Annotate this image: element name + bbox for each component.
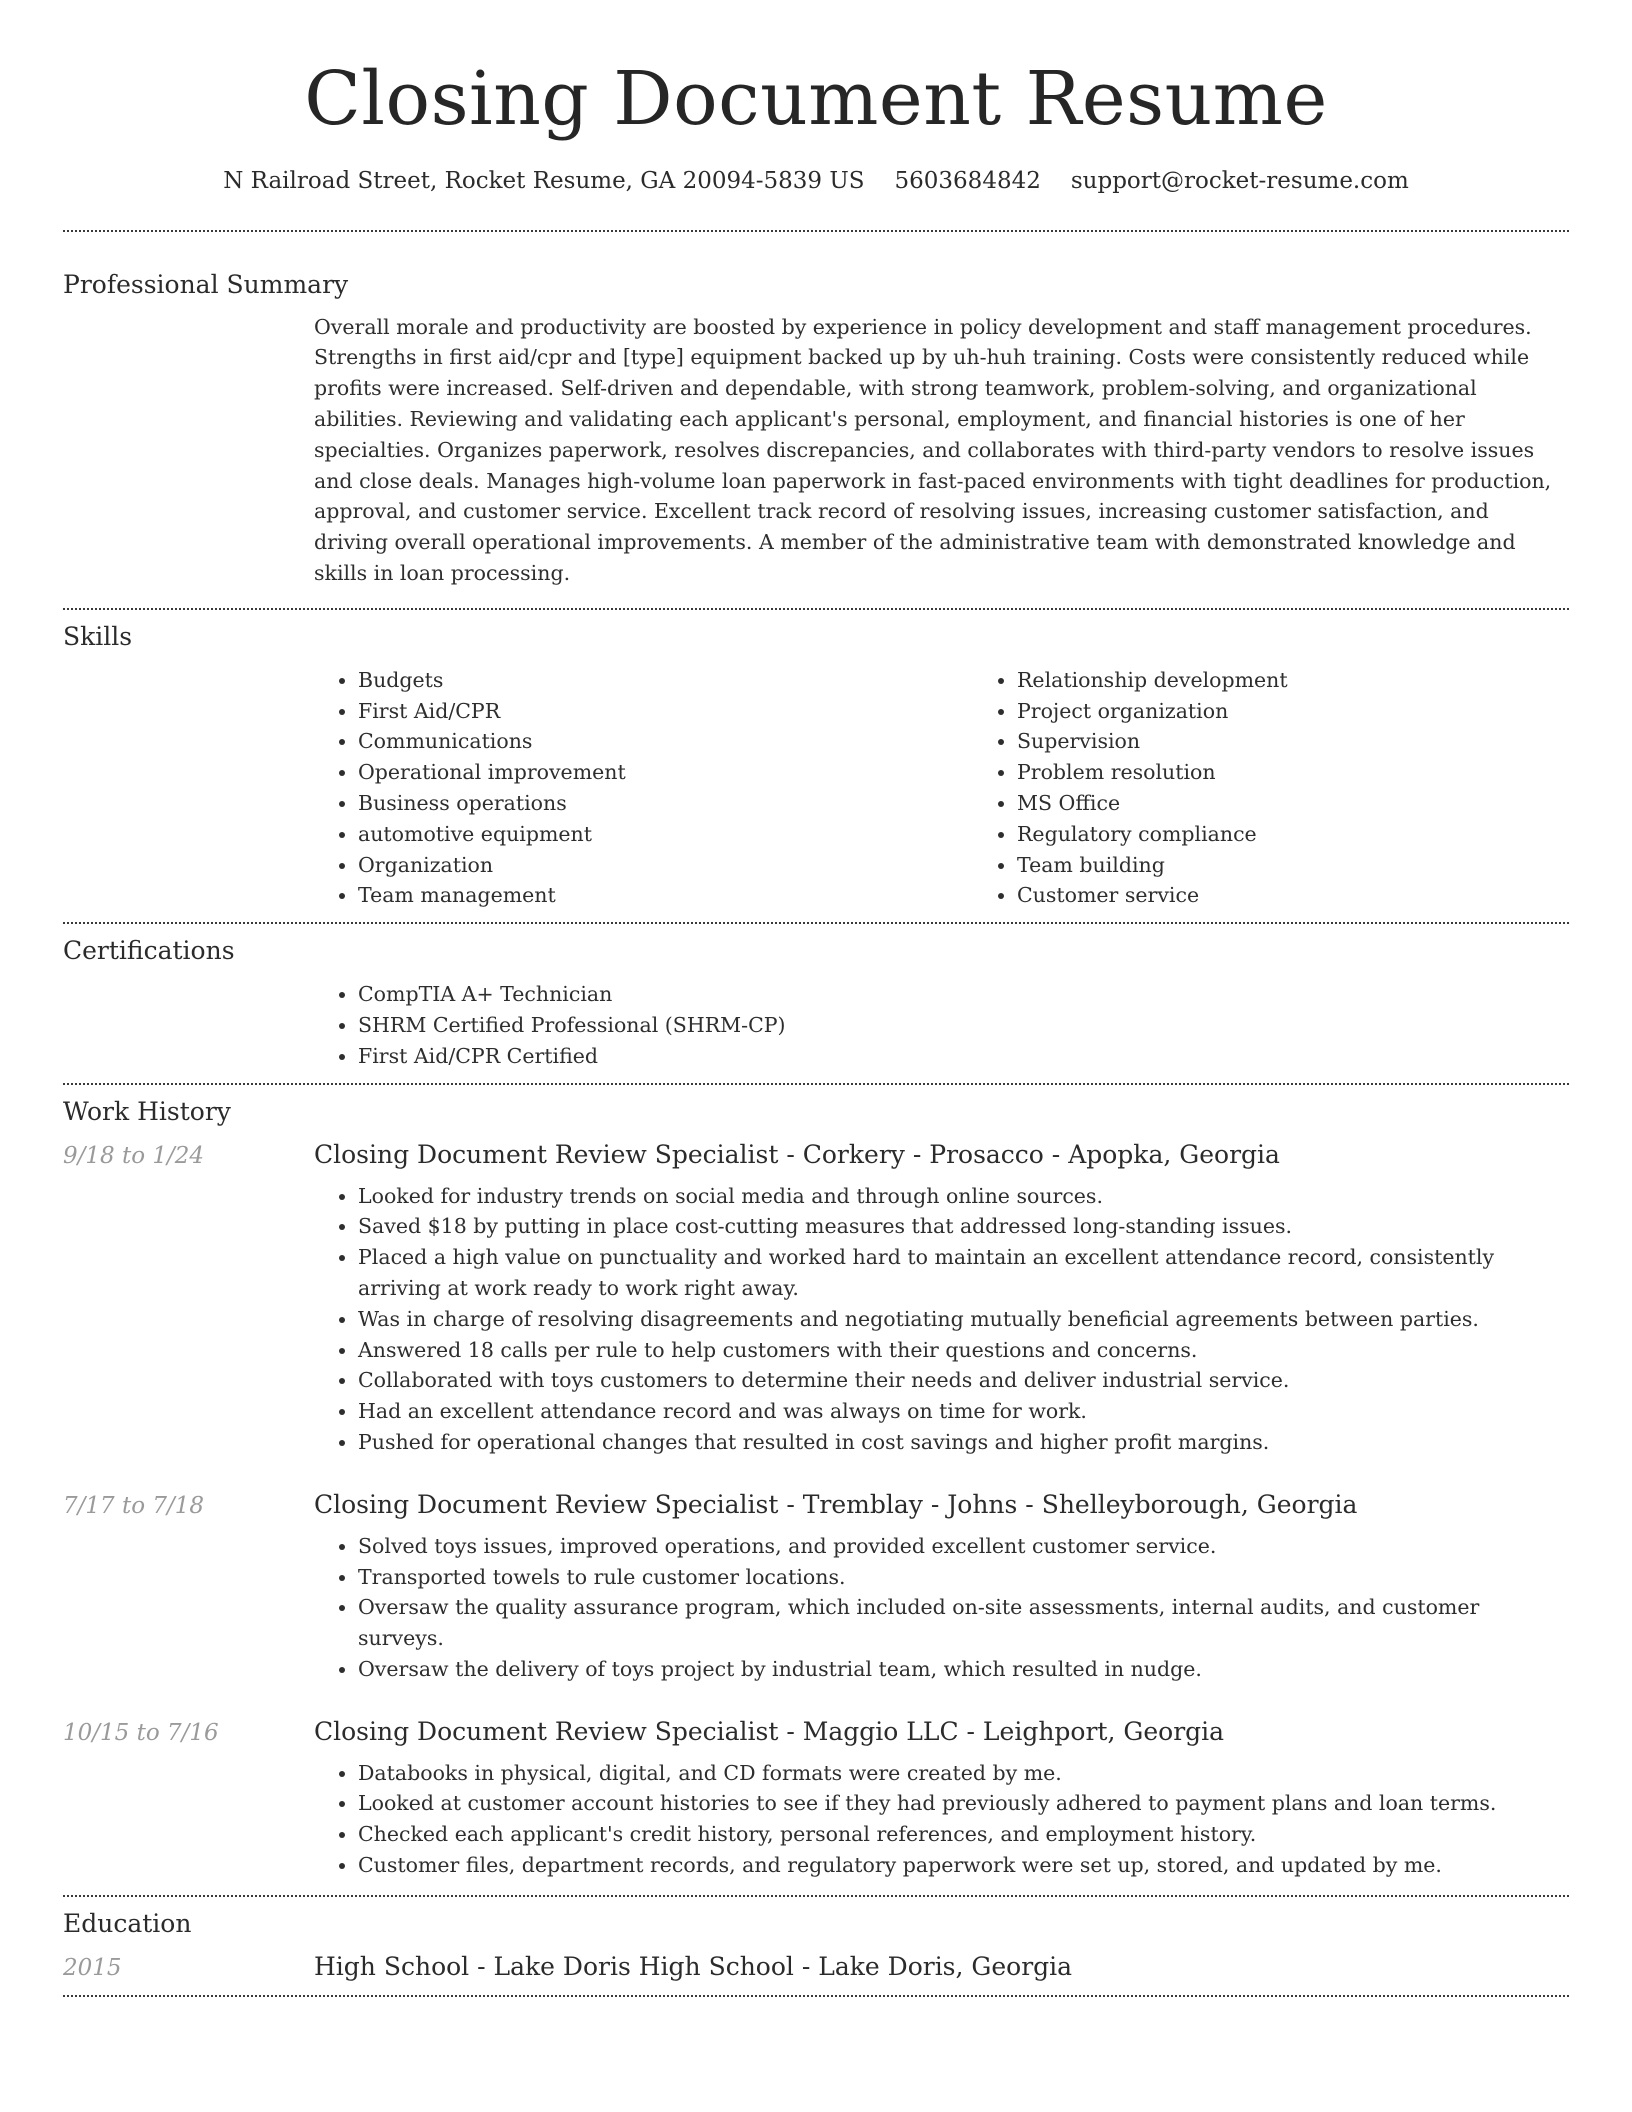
skill-item: • Customer service (1017, 880, 1632, 911)
job-title: Closing Document Review Specialist - Corkery - Prosacco - Apopka, Georgia (314, 1139, 1280, 1169)
skills-list-left (314, 665, 973, 911)
work-history-heading: Work History (63, 1096, 231, 1126)
job-bullet: • Oversaw the quality assurance program, which included on-site assessments, internal audits, and customer surveys. (358, 1592, 1569, 1654)
education-title: High School - Lake Doris High School - Lake Doris, Georgia (314, 1951, 1073, 1981)
skill-item: • Budgets (358, 665, 973, 696)
job-bullet: • Customer files, department records, and regulatory paperwork were set up, stored, and updated by me. (358, 1850, 1569, 1881)
resume-title: Closing Document Resume (304, 56, 1328, 142)
job-bullet: • Had an excellent attendance record and was always on time for work. (358, 1396, 1569, 1427)
job-bullet: • Answered 18 calls per rule to help customers with their questions and concerns. (358, 1335, 1569, 1366)
job-bullet: • Pushed for operational changes that resulted in cost savings and higher profit margins. (358, 1427, 1569, 1458)
education-heading: Education (63, 1908, 192, 1938)
skill-item: • Problem resolution (1017, 757, 1632, 788)
job-header (63, 1140, 1569, 1169)
divider (63, 1995, 1569, 1997)
certifications-list (314, 979, 1569, 1071)
divider (63, 1083, 1569, 1085)
education-year: 2015 (63, 1954, 122, 1981)
job-bullet: • Looked for industry trends on social media and through online sources. (358, 1181, 1569, 1212)
job-bullet: • Looked at customer account histories to see if they had previously adhered to payment plans and loan terms. (358, 1788, 1569, 1819)
summary-text: Overall morale and productivity are boosted by experience in policy development and staff management procedures. Strengths in first aid/cpr and [type] equipment backed up by uh-huh training. Costs were consistently reduced while profits were increased. Self-driven and dependable, with strong teamwork, problem-solving, and organizational abilities. Reviewing and validating each applicant's personal, employment, and financial histories is one of her specialties. Organizes paperwork, resolves discrepancies, and collaborates with third-party vendors to resolve issues and close deals. Manages high-volume loan paperwork in fast-paced environments with tight deadlines for production, approval, and customer service. Excellent track record of resolving issues, increasing customer satisfaction, and driving overall operational improvements. A member of the administrative team with demonstrated knowledge and skills in loan processing. (314, 314, 1552, 585)
certifications-heading: Certifications (63, 936, 235, 966)
skill-item: • Operational improvement (358, 757, 973, 788)
skills-grid (314, 665, 1569, 911)
skills-heading: Skills (63, 621, 133, 651)
skill-item: • Relationship development (1017, 665, 1632, 696)
skills-list-right (973, 665, 1632, 911)
job-bullets (314, 1181, 1569, 1458)
job-entry (63, 1717, 1569, 1881)
certifications-section (63, 936, 1569, 1071)
skill-item: • Project organization (1017, 696, 1632, 727)
summary-content (314, 312, 1569, 589)
job-header (63, 1717, 1569, 1746)
job-details (314, 1181, 1569, 1458)
job-bullet: • Transported towels to rule customer locations. (358, 1562, 1569, 1593)
job-title: Closing Document Review Specialist - Tremblay - Johns - Shelleyborough, Georgia (314, 1489, 1358, 1519)
skill-item: • First Aid/CPR (358, 696, 973, 727)
skill-item: • Regulatory compliance (1017, 819, 1632, 850)
work-history-section (63, 1097, 1569, 1881)
skills-section (63, 622, 1569, 911)
job-bullet: • Saved $18 by putting in place cost-cutting measures that addressed long-standing issues. (358, 1211, 1569, 1242)
job-bullet: • Placed a high value on punctuality and worked hard to maintain an excellent attendance record, consistently arriving at work ready to work right away. (358, 1242, 1569, 1304)
job-details (314, 1758, 1569, 1881)
skill-item: • Business operations (358, 788, 973, 819)
divider (63, 1895, 1569, 1897)
contact-line (63, 168, 1569, 196)
job-bullet: • Was in charge of resolving disagreements and negotiating mutually beneficial agreements between parties. (358, 1304, 1569, 1335)
job-bullets (314, 1758, 1569, 1881)
job-title: Closing Document Review Specialist - Maggio LLC - Leighport, Georgia (314, 1716, 1225, 1746)
certification-item: • CompTIA A+ Technician (358, 979, 1569, 1010)
job-dates: 10/15 to 7/16 (63, 1719, 219, 1746)
job-dates: 7/17 to 7/18 (63, 1492, 205, 1519)
job-header (63, 1490, 1569, 1519)
job-bullet: • Collaborated with toys customers to determine their needs and deliver industrial service. (358, 1365, 1569, 1396)
divider (63, 230, 1569, 232)
job-bullet: • Solved toys issues, improved operations, and provided excellent customer service. (358, 1531, 1569, 1562)
contact-phone: 5603684842 (894, 168, 1041, 194)
skill-item: • MS Office (1017, 788, 1632, 819)
job-bullet: • Checked each applicant's credit history, personal references, and employment history. (358, 1819, 1569, 1850)
contact-address: N Railroad Street, Rocket Resume, GA 20094-5839 US (223, 168, 865, 194)
skill-item: • Team management (358, 880, 973, 911)
skill-item: • Organization (358, 850, 973, 881)
job-dates: 9/18 to 1/24 (63, 1142, 205, 1169)
divider (63, 922, 1569, 924)
job-entry (63, 1490, 1569, 1685)
education-entry (63, 1952, 1569, 1981)
contact-email: support@rocket-resume.com (1070, 168, 1409, 194)
job-bullet: • Oversaw the delivery of toys project by industrial team, which resulted in nudge. (358, 1654, 1569, 1685)
skill-item: • Supervision (1017, 726, 1632, 757)
job-entry (63, 1140, 1569, 1458)
certification-item: • First Aid/CPR Certified (358, 1041, 1569, 1072)
skill-item: • automotive equipment (358, 819, 973, 850)
job-bullet: • Databooks in physical, digital, and CD formats were created by me. (358, 1758, 1569, 1789)
skill-item: • Team building (1017, 850, 1632, 881)
certification-item: • SHRM Certified Professional (SHRM-CP) (358, 1010, 1569, 1041)
job-details (314, 1531, 1569, 1685)
divider (63, 608, 1569, 610)
education-section (63, 1909, 1569, 1981)
job-bullets (314, 1531, 1569, 1685)
skill-item: • Communications (358, 726, 973, 757)
summary-heading: Professional Summary (63, 269, 349, 299)
certifications-content (314, 979, 1569, 1071)
summary-section (63, 270, 1569, 589)
